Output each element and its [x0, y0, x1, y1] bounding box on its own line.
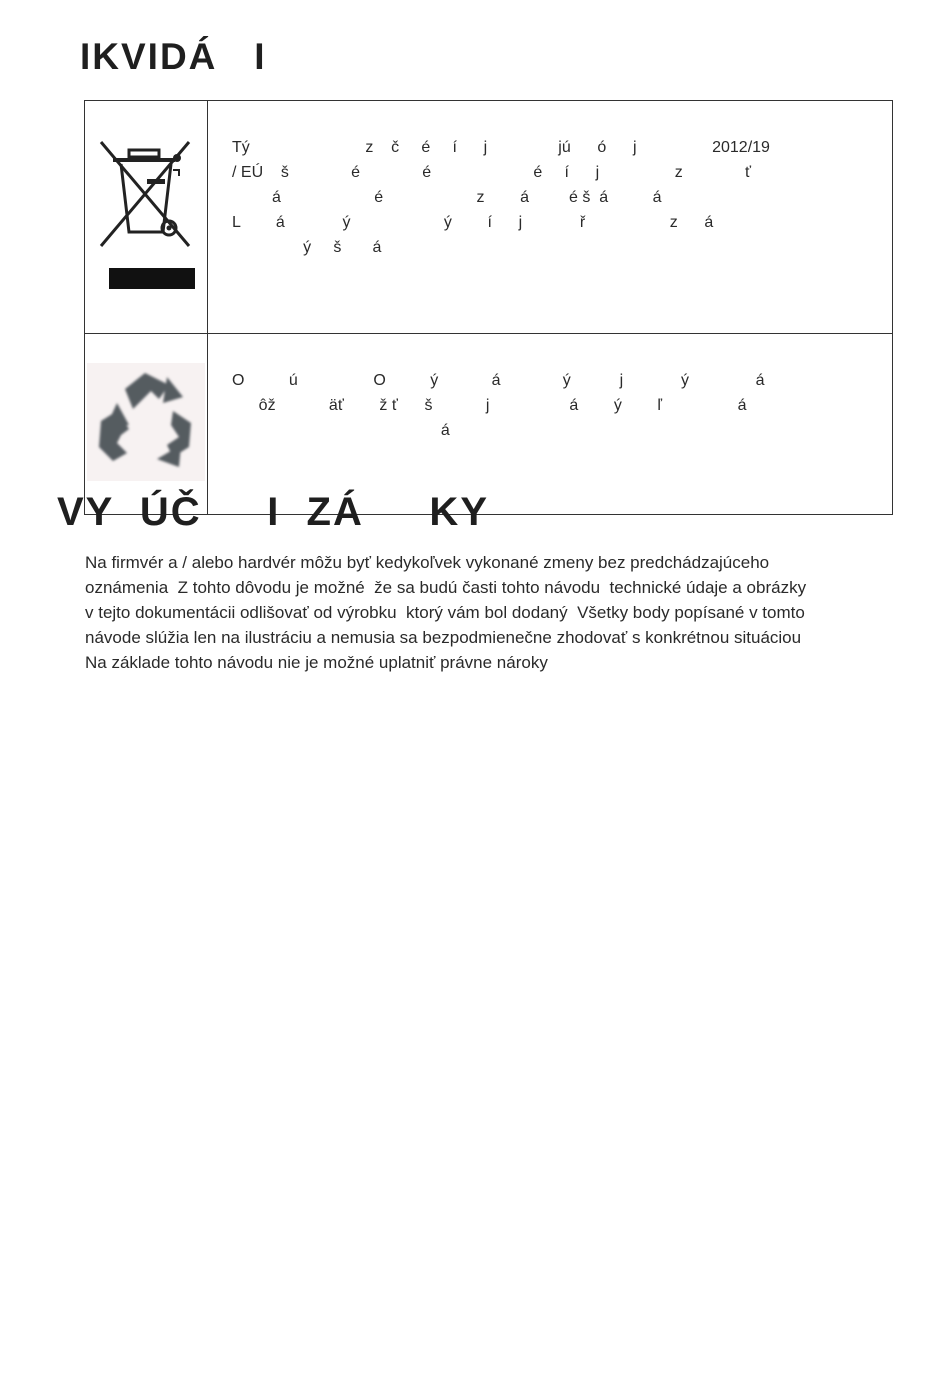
recycling-description	[208, 334, 893, 515]
text-line: ý š á	[232, 239, 382, 256]
disclaimer-paragraph	[85, 550, 895, 675]
text-line: O ú O ý á ý j ý á	[232, 372, 765, 389]
crossed-out-bin-icon	[91, 132, 201, 297]
text-line: Tý z č é í j jú ó j 2012/19	[232, 139, 770, 156]
table-row	[85, 101, 893, 334]
text-line: / EÚ š é é é í j z ť	[232, 164, 752, 181]
weee-description	[208, 101, 893, 334]
text-line: á é z á é š á á	[232, 189, 662, 206]
text-line: ôž äť ž ť š j á ý ľ á	[232, 397, 747, 414]
section-title-disclaimer: VY ÚČ I ZÁ KY	[57, 490, 489, 534]
disposal-info-table	[84, 100, 893, 515]
section-title-disposal: IKVIDÁ I	[80, 36, 267, 77]
paragraph-line: Na firmvér a / alebo hardvér môžu byť kedykoľvek vykonané zmeny bez predchádzajúceho	[85, 553, 770, 572]
paragraph-line: oznámenia Z tohto dôvodu je možné že sa budú časti tohto návodu technické údaje a obrázky	[85, 578, 807, 597]
text-line: á	[232, 422, 450, 439]
weee-symbol-cell	[85, 101, 208, 334]
recycling-icon	[87, 363, 205, 481]
table-row	[85, 334, 893, 515]
recycling-symbol-cell	[85, 334, 208, 515]
paragraph-line: návode slúžia len na ilustráciu a nemusia sa bezpodmienečne zhodovať s konkrétnou situáciou	[85, 628, 802, 647]
paragraph-line: Na základe tohto návodu nie je možné uplatniť právne nároky	[85, 653, 548, 672]
paragraph-line: v tejto dokumentácii odlišovať od výrobku ktorý vám bol dodaný Všetky body popísané v tomto	[85, 603, 805, 622]
text-line: L á ý ý í j ř z á	[232, 214, 714, 231]
